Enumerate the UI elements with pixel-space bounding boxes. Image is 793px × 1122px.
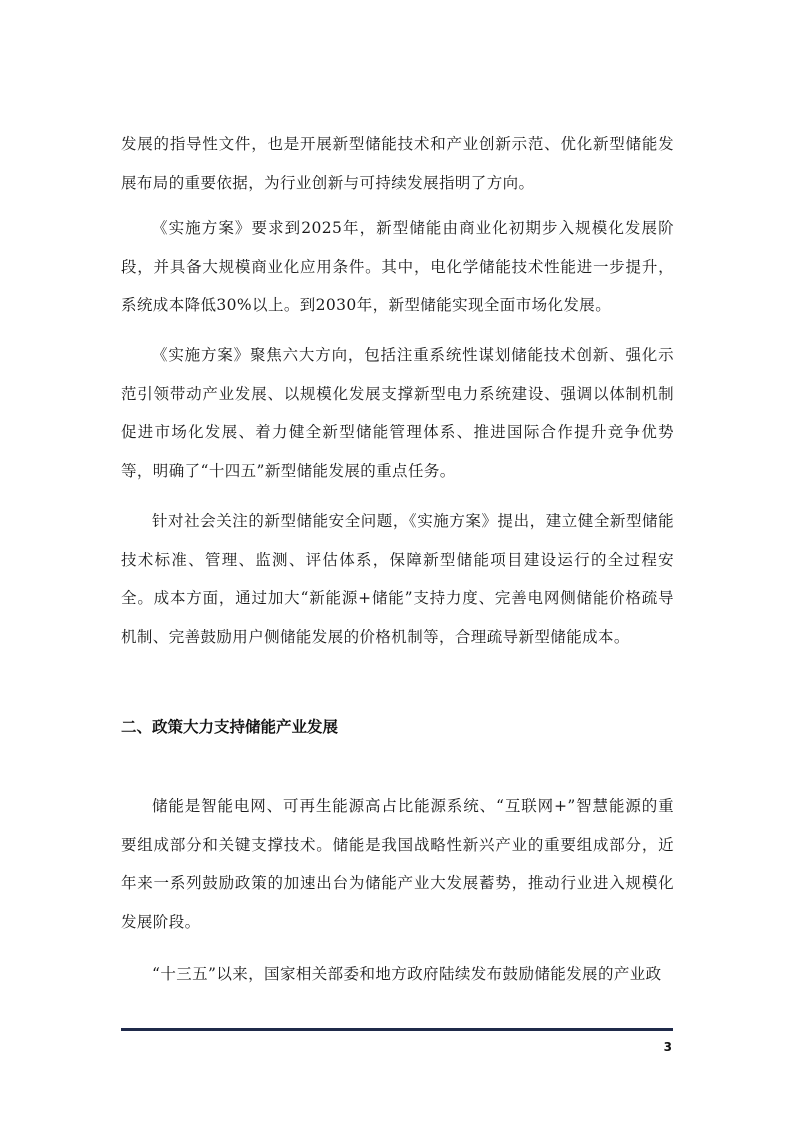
footer-divider xyxy=(121,1028,673,1031)
paragraph-safety-and-cost: 针对社会关注的新型储能安全问题，《实施方案》提出，建立健全新型储能技术标准、管理、监测、评估体系，保障新型储能项目建设运行的全过程安全。成本方面，通过加大“新能源+储能”支持力度、完善电网侧储能价格疏导机制、完善鼓励用户侧储能发展的价格机制等，合理疏导新型储能成本。 xyxy=(121,512,674,646)
paragraph-storage-importance: 储能是智能电网、可再生能源高占比能源系统、“互联网+”智慧能源的重要组成部分和关键支撑技术。储能是我国战略性新兴产业的重要组成部分，近年来一系列鼓励政策的加速出台为储能产业大发展蓄势，推动行业进入规模化发展阶段。 xyxy=(121,797,674,931)
paragraph-implementation-targets: 《实施方案》要求到2025年，新型储能由商业化初期步入规模化发展阶段，并具备大规模商业化应用条件。其中，电化学储能技术性能进一步提升，系统成本降低30%以上。到2030年，新型储能实现全面市场化发展。 xyxy=(121,219,674,314)
paragraph-policy-history: “十三五”以来，国家相关部委和地方政府陆续发布鼓励储能发展的产业政 xyxy=(152,965,662,983)
paragraph-six-directions: 《实施方案》聚焦六大方向，包括注重系统性谋划储能技术创新、强化示范引领带动产业发展、以规模化发展支撑新型电力系统建设、强调以体制机制促进市场化发展、着力健全新型储能管理体系、推进国际合作提升竞争优势等，明确了“十四五”新型储能发展的重点任务。 xyxy=(121,346,674,480)
paragraph-continuation: 发展的指导性文件，也是开展新型储能技术和产业创新示范、优化新型储能发展布局的重要依据，为行业创新与可持续发展指明了方向。 xyxy=(121,135,674,192)
section-heading: 二、政策大力支持储能产业发展 xyxy=(121,718,339,736)
page-number: 3 xyxy=(663,1040,672,1054)
